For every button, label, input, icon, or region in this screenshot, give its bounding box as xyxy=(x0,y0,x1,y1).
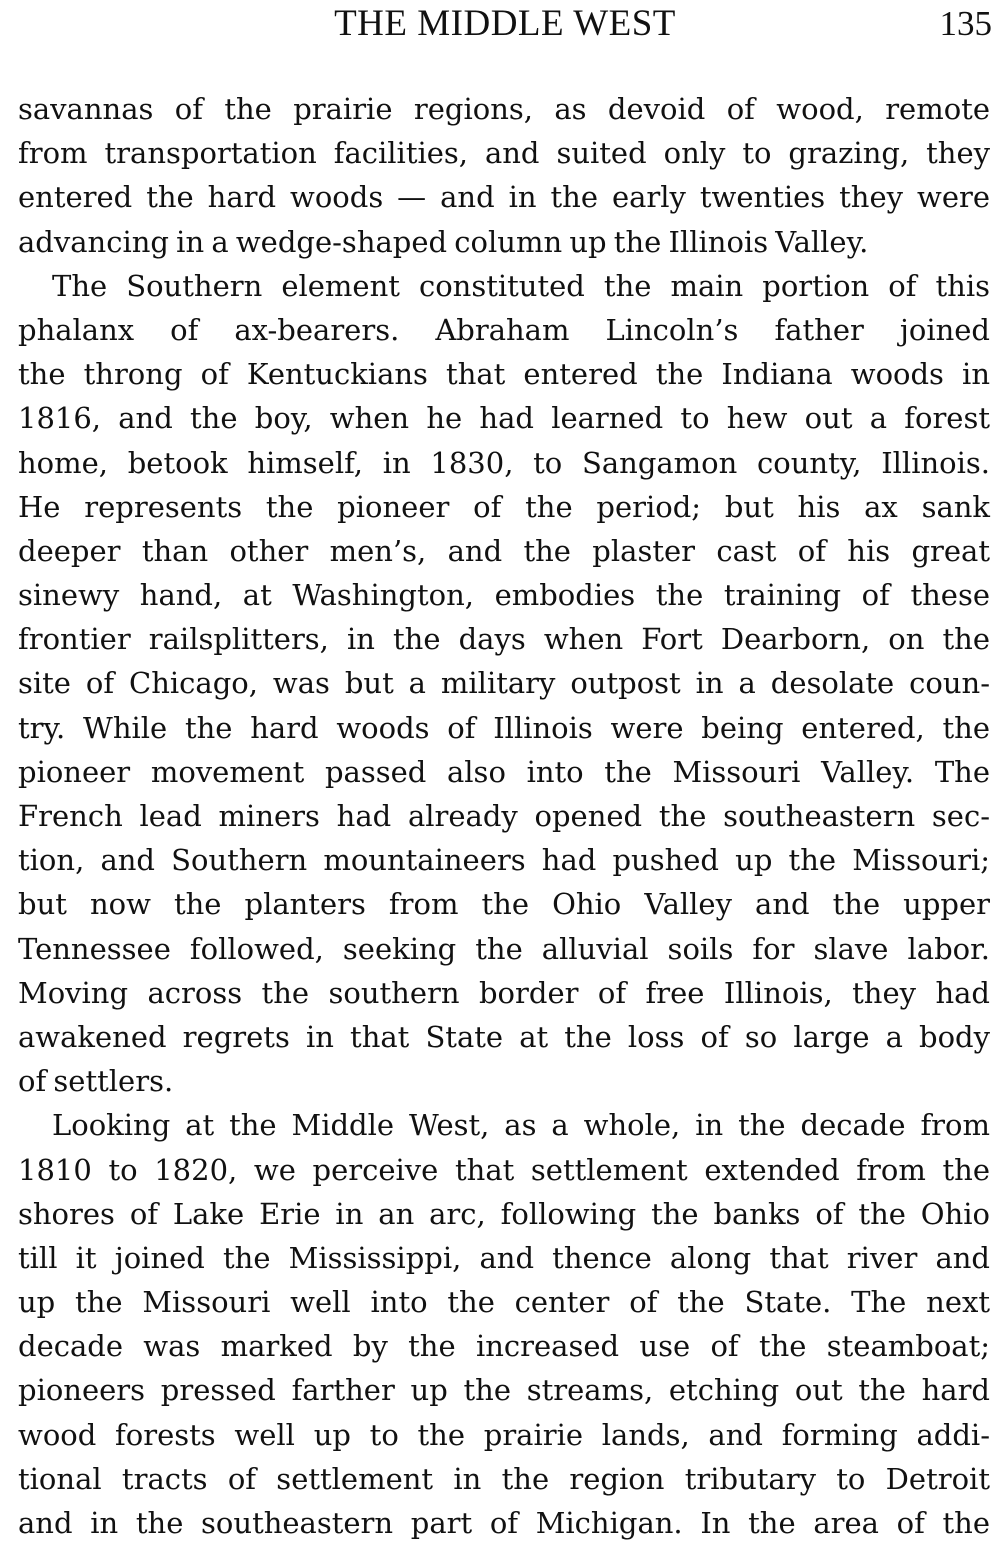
text-line: Tennessee followed, seeking the alluvial soils for slave labor. xyxy=(18,931,990,966)
text-line: The Southern element constituted the main portion of this xyxy=(52,268,990,303)
text-line: tion, and Southern mountaineers had pushed up the Missouri; xyxy=(18,843,990,878)
page-number: 135 xyxy=(939,4,992,43)
text-line: 1816, and the boy, when he had learned to hew out a forest xyxy=(18,401,990,436)
text-line: decade was marked by the increased use of the steamboat; xyxy=(18,1329,990,1364)
text-line: frontier railsplitters, in the days when Fort Dearborn, on the xyxy=(18,622,990,657)
text-line: tional tracts of settlement in the region tributary to Detroit xyxy=(18,1461,990,1496)
running-title: THE MIDDLE WEST xyxy=(334,3,676,44)
text-line: Moving across the southern border of free Illinois, they had xyxy=(18,975,990,1010)
text-line: from transportation facilities, and suited only to grazing, they xyxy=(18,136,990,171)
text-line: till it joined the Mississippi, and thence along that river and xyxy=(18,1240,990,1275)
text-line: pioneers pressed farther up the streams, etching out the hard xyxy=(18,1373,990,1408)
body-text xyxy=(18,87,990,1545)
text-line: the throng of Kentuckians that entered the Indiana woods in xyxy=(18,357,990,392)
text-line: but now the planters from the Ohio Valley and the upper xyxy=(18,887,990,922)
text-line: of settlers. xyxy=(18,1064,174,1099)
text-line: phalanx of ax-bearers. Abraham Lincoln’s father joined xyxy=(18,312,990,347)
text-line: wood forests well up to the prairie lands, and forming addi- xyxy=(18,1417,990,1452)
text-line: up the Missouri well into the center of the State. The next xyxy=(18,1285,990,1320)
text-line: savannas of the prairie regions, as devoid of wood, remote xyxy=(18,92,990,126)
text-line: 1810 to 1820, we perceive that settlement extended from the xyxy=(18,1152,990,1187)
text-line: He represents the pioneer of the period; but his ax sank xyxy=(18,489,990,524)
text-line: site of Chicago, was but a military outpost in a desolate coun- xyxy=(18,666,990,701)
text-line: home, betook himself, in 1830, to Sangamon county, Illinois. xyxy=(18,445,990,480)
text-line: sinewy hand, at Washington, embodies the training of these xyxy=(18,578,990,613)
text-line: French lead miners had already opened the southeastern sec- xyxy=(18,799,990,833)
text-line: try. While the hard woods of Illinois were being entered, the xyxy=(18,710,990,745)
text-line: Looking at the Middle West, as a whole, in the decade from xyxy=(52,1108,990,1143)
text-line: deeper than other men’s, and the plaster cast of his great xyxy=(18,533,990,568)
text-line: entered the hard woods — and in the early twenties they were xyxy=(18,180,990,215)
text-line: advancing in a wedge-shaped column up the Illinois Valley. xyxy=(18,224,869,259)
text-line: pioneer movement passed also into the Missouri Valley. The xyxy=(18,754,990,789)
text-line: shores of Lake Erie in an arc, following the banks of the Ohio xyxy=(18,1196,990,1231)
text-line: awakened regrets in that State at the loss of so large a body xyxy=(18,1019,990,1054)
text-line: and in the southeastern part of Michigan. In the area of the xyxy=(18,1506,990,1540)
running-head xyxy=(18,2,992,46)
